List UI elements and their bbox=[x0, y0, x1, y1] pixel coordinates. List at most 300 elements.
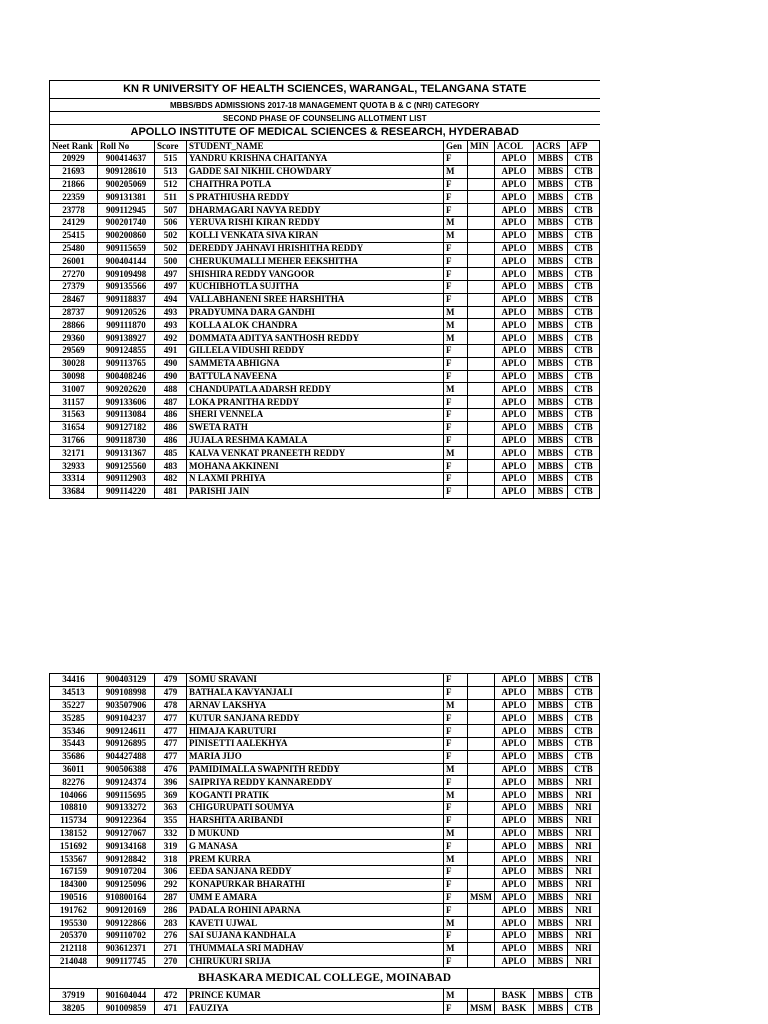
cell-score: 478 bbox=[155, 699, 187, 712]
cell-afp: CTB bbox=[568, 357, 600, 370]
cell-rank: 214048 bbox=[50, 955, 98, 968]
cell-gen: M bbox=[444, 827, 468, 840]
cell-name: KUTUR SANJANA REDDY bbox=[187, 712, 444, 725]
cell-acrs: MBBS bbox=[534, 204, 568, 217]
cell-roll: 909104237 bbox=[98, 712, 155, 725]
cell-acol: APLO bbox=[495, 674, 534, 687]
table-row bbox=[50, 674, 600, 687]
cell-acrs: MBBS bbox=[534, 242, 568, 255]
cell-afp: NRI bbox=[568, 814, 600, 827]
cell-gen: M bbox=[444, 789, 468, 802]
cell-min bbox=[468, 255, 495, 268]
table-row bbox=[50, 929, 600, 942]
cell-name: PRINCE KUMAR bbox=[187, 989, 444, 1002]
cell-gen: F bbox=[444, 725, 468, 738]
cell-name: BATTULA NAVEENA bbox=[187, 370, 444, 383]
cell-acrs: MBBS bbox=[534, 485, 568, 498]
cell-roll: 909120526 bbox=[98, 306, 155, 319]
cell-afp: CTB bbox=[568, 319, 600, 332]
table-row bbox=[50, 293, 600, 306]
cell-acrs: MBBS bbox=[534, 1002, 568, 1015]
cell-min bbox=[468, 306, 495, 319]
cell-min bbox=[468, 357, 495, 370]
cell-afp: CTB bbox=[568, 165, 600, 178]
table-row bbox=[50, 268, 600, 281]
cell-afp: CTB bbox=[568, 268, 600, 281]
cell-acrs: MBBS bbox=[534, 699, 568, 712]
cell-score: 355 bbox=[155, 814, 187, 827]
cell-rank: 195530 bbox=[50, 917, 98, 930]
table-row bbox=[50, 153, 600, 166]
cell-afp: CTB bbox=[568, 472, 600, 485]
cell-acrs: MBBS bbox=[534, 396, 568, 409]
cell-gen: M bbox=[444, 332, 468, 345]
cell-rank: 115734 bbox=[50, 814, 98, 827]
cell-score: 363 bbox=[155, 801, 187, 814]
cell-rank: 35346 bbox=[50, 725, 98, 738]
cell-roll: 909124611 bbox=[98, 725, 155, 738]
cell-gen: M bbox=[444, 699, 468, 712]
cell-min bbox=[468, 853, 495, 866]
cell-roll: 910800164 bbox=[98, 891, 155, 904]
cell-acol: APLO bbox=[495, 865, 534, 878]
cell-roll: 909131367 bbox=[98, 447, 155, 460]
cell-score: 482 bbox=[155, 472, 187, 485]
cell-acrs: MBBS bbox=[534, 750, 568, 763]
cell-gen: F bbox=[444, 357, 468, 370]
cell-roll: 909127067 bbox=[98, 827, 155, 840]
cell-gen: F bbox=[444, 814, 468, 827]
cell-score: 487 bbox=[155, 396, 187, 409]
cell-name: PARISHI JAIN bbox=[187, 485, 444, 498]
cell-gen: F bbox=[444, 891, 468, 904]
cell-name: S PRATHIUSHA REDDY bbox=[187, 191, 444, 204]
cell-gen: F bbox=[444, 396, 468, 409]
cell-acol: APLO bbox=[495, 485, 534, 498]
cell-afp: CTB bbox=[568, 370, 600, 383]
cell-afp: CTB bbox=[568, 712, 600, 725]
cell-gen: F bbox=[444, 485, 468, 498]
cell-min bbox=[468, 472, 495, 485]
cell-acrs: MBBS bbox=[534, 153, 568, 166]
cell-score: 494 bbox=[155, 293, 187, 306]
cell-afp: CTB bbox=[568, 421, 600, 434]
cell-acol: BASK bbox=[495, 989, 534, 1002]
cell-acol: APLO bbox=[495, 827, 534, 840]
cell-acol: APLO bbox=[495, 344, 534, 357]
cell-afp: CTB bbox=[568, 344, 600, 357]
cell-score: 479 bbox=[155, 674, 187, 687]
table-row bbox=[50, 801, 600, 814]
cell-rank: 191762 bbox=[50, 904, 98, 917]
cell-afp: CTB bbox=[568, 447, 600, 460]
cell-rank: 190516 bbox=[50, 891, 98, 904]
cell-score: 488 bbox=[155, 383, 187, 396]
cell-acrs: MBBS bbox=[534, 191, 568, 204]
cell-name: DHARMAGARI NAVYA REDDY bbox=[187, 204, 444, 217]
cell-roll: 903507906 bbox=[98, 699, 155, 712]
table-row bbox=[50, 344, 600, 357]
table-row bbox=[50, 242, 600, 255]
cell-score: 486 bbox=[155, 408, 187, 421]
cell-name: N LAXMI PRHIYA bbox=[187, 472, 444, 485]
cell-min bbox=[468, 750, 495, 763]
cell-gen: M bbox=[444, 216, 468, 229]
col-acrs: ACRS bbox=[534, 141, 568, 153]
cell-min bbox=[468, 699, 495, 712]
cell-name: SHERI VENNELA bbox=[187, 408, 444, 421]
table-row bbox=[50, 904, 600, 917]
cell-gen: F bbox=[444, 929, 468, 942]
cell-rank: 33314 bbox=[50, 472, 98, 485]
cell-acol: APLO bbox=[495, 725, 534, 738]
cell-rank: 167159 bbox=[50, 865, 98, 878]
cell-score: 332 bbox=[155, 827, 187, 840]
cell-roll: 909124374 bbox=[98, 776, 155, 789]
table-row bbox=[50, 204, 600, 217]
cell-gen: F bbox=[444, 750, 468, 763]
table-row bbox=[50, 408, 600, 421]
cell-min bbox=[468, 408, 495, 421]
cell-acol: APLO bbox=[495, 153, 534, 166]
cell-acol: APLO bbox=[495, 332, 534, 345]
cell-afp: NRI bbox=[568, 789, 600, 802]
cell-name: CHERUKUMALLI MEHER EEKSHITHA bbox=[187, 255, 444, 268]
cell-rank: 27270 bbox=[50, 268, 98, 281]
table-row bbox=[50, 460, 600, 473]
cell-acol: BASK bbox=[495, 1002, 534, 1015]
cell-afp: CTB bbox=[568, 191, 600, 204]
table-row bbox=[50, 814, 600, 827]
cell-score: 477 bbox=[155, 712, 187, 725]
table-row bbox=[50, 370, 600, 383]
cell-acol: APLO bbox=[495, 229, 534, 242]
cell-name: KOLLI VENKATA SIVA KIRAN bbox=[187, 229, 444, 242]
cell-roll: 909117745 bbox=[98, 955, 155, 968]
cell-roll: 909114220 bbox=[98, 485, 155, 498]
cell-score: 512 bbox=[155, 178, 187, 191]
cell-score: 497 bbox=[155, 268, 187, 281]
cell-score: 497 bbox=[155, 280, 187, 293]
cell-min bbox=[468, 789, 495, 802]
cell-gen: F bbox=[444, 878, 468, 891]
cell-afp: CTB bbox=[568, 686, 600, 699]
college-title-2: BHASKARA MEDICAL COLLEGE, MOINABAD bbox=[50, 968, 600, 989]
col-roll-no: Roll No bbox=[98, 141, 155, 153]
cell-acrs: MBBS bbox=[534, 917, 568, 930]
cell-acrs: MBBS bbox=[534, 421, 568, 434]
cell-score: 477 bbox=[155, 750, 187, 763]
cell-afp: NRI bbox=[568, 891, 600, 904]
cell-gen: F bbox=[444, 686, 468, 699]
table-row bbox=[50, 789, 600, 802]
cell-min bbox=[468, 878, 495, 891]
cell-roll: 909113765 bbox=[98, 357, 155, 370]
cell-name: SWETA RATH bbox=[187, 421, 444, 434]
cell-acol: APLO bbox=[495, 293, 534, 306]
cell-min bbox=[468, 280, 495, 293]
cell-gen: F bbox=[444, 865, 468, 878]
cell-roll: 909133606 bbox=[98, 396, 155, 409]
cell-acrs: MBBS bbox=[534, 801, 568, 814]
cell-acrs: MBBS bbox=[534, 763, 568, 776]
cell-rank: 35227 bbox=[50, 699, 98, 712]
cell-roll: 909202620 bbox=[98, 383, 155, 396]
cell-name: FAUZIYA bbox=[187, 1002, 444, 1015]
table-row bbox=[50, 434, 600, 447]
cell-min bbox=[468, 904, 495, 917]
cell-score: 479 bbox=[155, 686, 187, 699]
cell-min bbox=[468, 989, 495, 1002]
cell-acol: APLO bbox=[495, 763, 534, 776]
cell-score: 270 bbox=[155, 955, 187, 968]
cell-gen: M bbox=[444, 319, 468, 332]
cell-min bbox=[468, 827, 495, 840]
table-row bbox=[50, 891, 600, 904]
cell-acrs: MBBS bbox=[534, 942, 568, 955]
cell-rank: 138152 bbox=[50, 827, 98, 840]
cell-afp: CTB bbox=[568, 485, 600, 498]
cell-min bbox=[468, 929, 495, 942]
cell-rank: 34513 bbox=[50, 686, 98, 699]
cell-gen: F bbox=[444, 674, 468, 687]
cell-afp: CTB bbox=[568, 725, 600, 738]
table-row bbox=[50, 229, 600, 242]
cell-acrs: MBBS bbox=[534, 344, 568, 357]
admissions-subtitle: MBBS/BDS ADMISSIONS 2017-18 MANAGEMENT QUOTA B & C (NRI) CATEGORY bbox=[50, 99, 600, 112]
cell-afp: NRI bbox=[568, 942, 600, 955]
table-row bbox=[50, 699, 600, 712]
cell-name: SHISHIRA REDDY VANGOOR bbox=[187, 268, 444, 281]
cell-roll: 909113084 bbox=[98, 408, 155, 421]
cell-score: 513 bbox=[155, 165, 187, 178]
cell-name: YERUVA RISHI KIRAN REDDY bbox=[187, 216, 444, 229]
cell-acrs: MBBS bbox=[534, 165, 568, 178]
table-row bbox=[50, 319, 600, 332]
cell-roll: 909118837 bbox=[98, 293, 155, 306]
table-row bbox=[50, 216, 600, 229]
cell-gen: F bbox=[444, 268, 468, 281]
table-row bbox=[50, 917, 600, 930]
cell-afp: CTB bbox=[568, 229, 600, 242]
cell-afp: NRI bbox=[568, 853, 600, 866]
cell-name: KONAPURKAR BHARATHI bbox=[187, 878, 444, 891]
cell-name: KOGANTI PRATIK bbox=[187, 789, 444, 802]
cell-acrs: MBBS bbox=[534, 989, 568, 1002]
cell-name: PINISETTI AALEKHYA bbox=[187, 737, 444, 750]
cell-score: 485 bbox=[155, 447, 187, 460]
cell-score: 471 bbox=[155, 1002, 187, 1015]
cell-roll: 909110702 bbox=[98, 929, 155, 942]
cell-afp: CTB bbox=[568, 204, 600, 217]
table-row bbox=[50, 750, 600, 763]
table-body-page-2 bbox=[50, 674, 600, 968]
cell-name: UMM E AMARA bbox=[187, 891, 444, 904]
cell-afp: NRI bbox=[568, 776, 600, 789]
cell-gen: F bbox=[444, 191, 468, 204]
cell-acrs: MBBS bbox=[534, 434, 568, 447]
cell-gen: F bbox=[444, 421, 468, 434]
cell-afp: NRI bbox=[568, 904, 600, 917]
cell-acol: APLO bbox=[495, 357, 534, 370]
cell-acol: APLO bbox=[495, 370, 534, 383]
cell-gen: F bbox=[444, 840, 468, 853]
cell-acrs: MBBS bbox=[534, 737, 568, 750]
cell-name: EEDA SANJANA REDDY bbox=[187, 865, 444, 878]
cell-name: D MUKUND bbox=[187, 827, 444, 840]
cell-roll: 909128842 bbox=[98, 853, 155, 866]
cell-rank: 34416 bbox=[50, 674, 98, 687]
cell-roll: 909118730 bbox=[98, 434, 155, 447]
cell-gen: F bbox=[444, 712, 468, 725]
table-row bbox=[50, 280, 600, 293]
cell-acrs: MBBS bbox=[534, 370, 568, 383]
table-row bbox=[50, 686, 600, 699]
cell-gen: F bbox=[444, 408, 468, 421]
col-student-name: STUDENT_NAME bbox=[187, 141, 444, 153]
cell-acol: APLO bbox=[495, 216, 534, 229]
cell-acrs: MBBS bbox=[534, 725, 568, 738]
table-row bbox=[50, 853, 600, 866]
cell-afp: NRI bbox=[568, 929, 600, 942]
cell-min bbox=[468, 153, 495, 166]
cell-name: PAMIDIMALLA SWAPNITH REDDY bbox=[187, 763, 444, 776]
cell-acrs: MBBS bbox=[534, 447, 568, 460]
cell-acol: APLO bbox=[495, 801, 534, 814]
cell-afp: NRI bbox=[568, 840, 600, 853]
cell-acol: APLO bbox=[495, 904, 534, 917]
cell-afp: CTB bbox=[568, 293, 600, 306]
cell-gen: M bbox=[444, 989, 468, 1002]
cell-min bbox=[468, 776, 495, 789]
cell-name: PRADYUMNA DARA GANDHI bbox=[187, 306, 444, 319]
cell-roll: 909107204 bbox=[98, 865, 155, 878]
allotment-table-page-2 bbox=[49, 673, 600, 1015]
cell-rank: 30028 bbox=[50, 357, 98, 370]
cell-min bbox=[468, 686, 495, 699]
cell-min bbox=[468, 917, 495, 930]
table-row bbox=[50, 737, 600, 750]
cell-roll: 900408246 bbox=[98, 370, 155, 383]
cell-rank: 28467 bbox=[50, 293, 98, 306]
cell-rank: 31654 bbox=[50, 421, 98, 434]
cell-acol: APLO bbox=[495, 789, 534, 802]
cell-afp: CTB bbox=[568, 216, 600, 229]
cell-score: 472 bbox=[155, 989, 187, 1002]
cell-score: 283 bbox=[155, 917, 187, 930]
cell-afp: CTB bbox=[568, 408, 600, 421]
cell-rank: 31157 bbox=[50, 396, 98, 409]
cell-rank: 31007 bbox=[50, 383, 98, 396]
cell-min bbox=[468, 955, 495, 968]
cell-rank: 184300 bbox=[50, 878, 98, 891]
cell-rank: 37919 bbox=[50, 989, 98, 1002]
cell-roll: 909122364 bbox=[98, 814, 155, 827]
cell-afp: CTB bbox=[568, 306, 600, 319]
cell-min bbox=[468, 942, 495, 955]
cell-gen: F bbox=[444, 1002, 468, 1015]
cell-score: 502 bbox=[155, 242, 187, 255]
cell-acrs: MBBS bbox=[534, 268, 568, 281]
cell-gen: F bbox=[444, 472, 468, 485]
cell-rank: 28866 bbox=[50, 319, 98, 332]
table-row bbox=[50, 840, 600, 853]
cell-acol: APLO bbox=[495, 268, 534, 281]
table-row bbox=[50, 332, 600, 345]
cell-acol: APLO bbox=[495, 686, 534, 699]
cell-score: 481 bbox=[155, 485, 187, 498]
cell-roll: 909111870 bbox=[98, 319, 155, 332]
cell-score: 493 bbox=[155, 306, 187, 319]
cell-roll: 909134168 bbox=[98, 840, 155, 853]
cell-acol: APLO bbox=[495, 942, 534, 955]
cell-name: GADDE SAI NIKHIL CHOWDARY bbox=[187, 165, 444, 178]
cell-acrs: MBBS bbox=[534, 306, 568, 319]
cell-rank: 30098 bbox=[50, 370, 98, 383]
cell-gen: M bbox=[444, 763, 468, 776]
cell-afp: CTB bbox=[568, 178, 600, 191]
cell-afp: CTB bbox=[568, 332, 600, 345]
cell-rank: 29569 bbox=[50, 344, 98, 357]
col-neet-rank: Neet Rank bbox=[50, 141, 98, 153]
cell-afp: CTB bbox=[568, 737, 600, 750]
cell-score: 515 bbox=[155, 153, 187, 166]
cell-roll: 900205069 bbox=[98, 178, 155, 191]
cell-name: JUJALA RESHMA KAMALA bbox=[187, 434, 444, 447]
cell-min bbox=[468, 485, 495, 498]
cell-afp: NRI bbox=[568, 917, 600, 930]
cell-acrs: MBBS bbox=[534, 229, 568, 242]
cell-name: G MANASA bbox=[187, 840, 444, 853]
cell-acol: APLO bbox=[495, 840, 534, 853]
cell-gen: F bbox=[444, 242, 468, 255]
cell-name: PADALA ROHINI APARNA bbox=[187, 904, 444, 917]
cell-afp: CTB bbox=[568, 989, 600, 1002]
cell-min bbox=[468, 801, 495, 814]
cell-score: 396 bbox=[155, 776, 187, 789]
cell-name: KALVA VENKAT PRANEETH REDDY bbox=[187, 447, 444, 460]
cell-gen: M bbox=[444, 942, 468, 955]
cell-name: KOLLA ALOK CHANDRA bbox=[187, 319, 444, 332]
cell-min bbox=[468, 268, 495, 281]
table-row bbox=[50, 776, 600, 789]
cell-acol: APLO bbox=[495, 891, 534, 904]
col-acol: ACOL bbox=[495, 141, 534, 153]
cell-min bbox=[468, 814, 495, 827]
table-row bbox=[50, 942, 600, 955]
cell-roll: 909131381 bbox=[98, 191, 155, 204]
cell-score: 319 bbox=[155, 840, 187, 853]
cell-min bbox=[468, 725, 495, 738]
cell-min bbox=[468, 383, 495, 396]
cell-acol: APLO bbox=[495, 878, 534, 891]
cell-gen: F bbox=[444, 434, 468, 447]
cell-acrs: MBBS bbox=[534, 865, 568, 878]
college-title: APOLLO INSTITUTE OF MEDICAL SCIENCES & RESEARCH, HYDERABAD bbox=[50, 125, 600, 141]
table-row bbox=[50, 191, 600, 204]
cell-min bbox=[468, 396, 495, 409]
table-row bbox=[50, 447, 600, 460]
cell-gen: M bbox=[444, 165, 468, 178]
cell-roll: 900200860 bbox=[98, 229, 155, 242]
cell-rank: 28737 bbox=[50, 306, 98, 319]
cell-score: 271 bbox=[155, 942, 187, 955]
cell-gen: M bbox=[444, 306, 468, 319]
cell-name: PREM KURRA bbox=[187, 853, 444, 866]
cell-afp: NRI bbox=[568, 955, 600, 968]
cell-roll: 901009859 bbox=[98, 1002, 155, 1015]
cell-acol: APLO bbox=[495, 853, 534, 866]
